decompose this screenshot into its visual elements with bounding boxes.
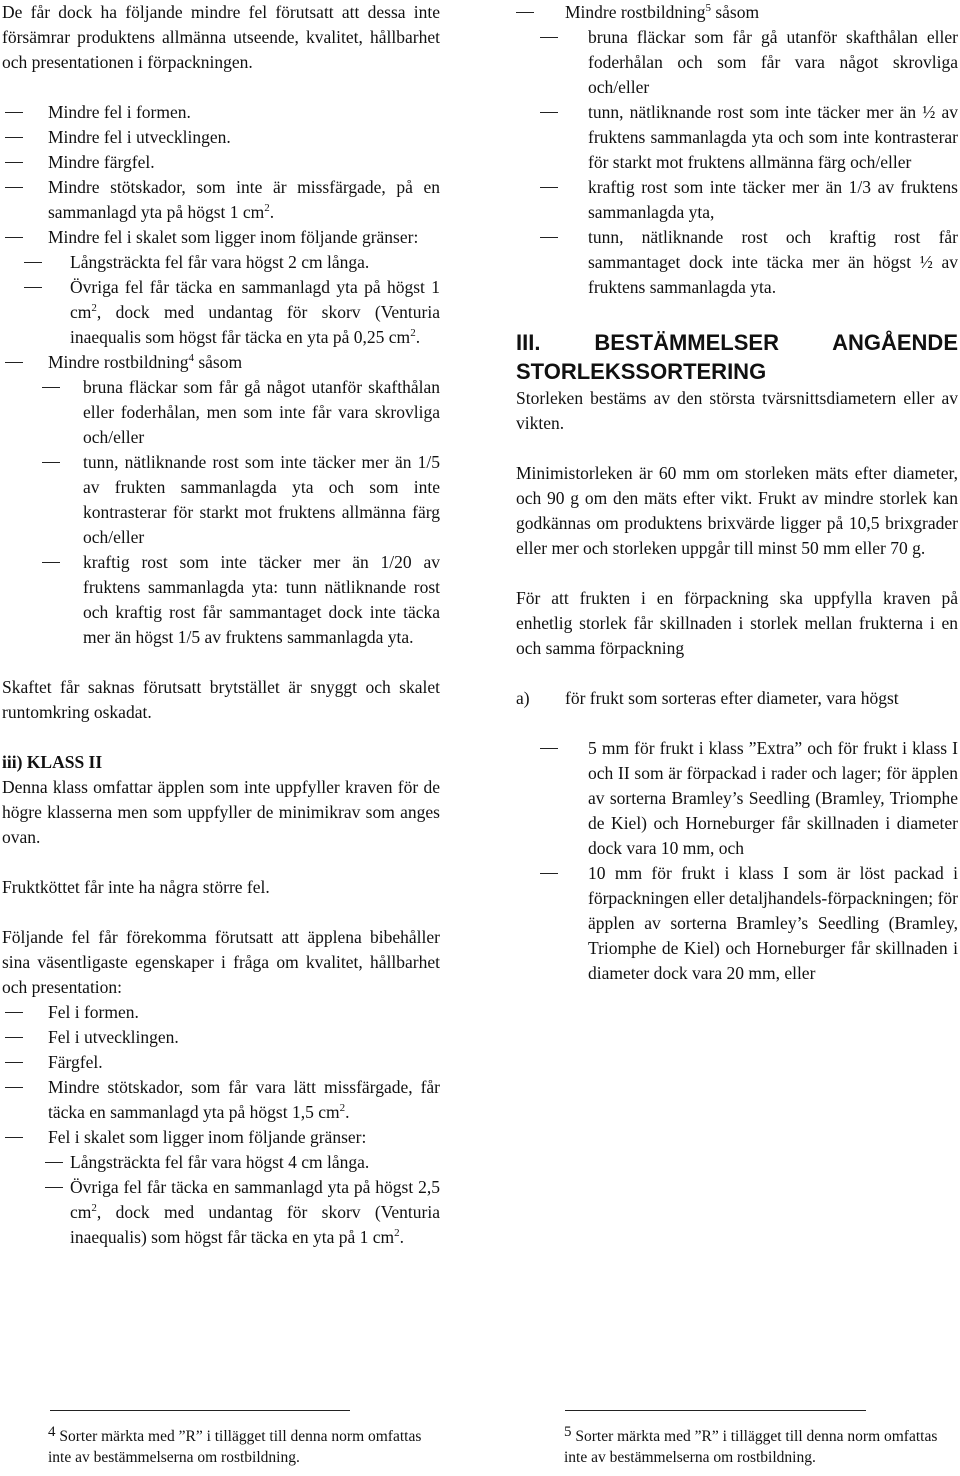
item-text: Mindre fel i formen. bbox=[48, 102, 191, 122]
superscript: 2 bbox=[339, 1102, 346, 1114]
footnote-reference: 5 bbox=[705, 2, 711, 14]
class-i-defect-list bbox=[2, 100, 440, 650]
defect-list-item bbox=[2, 150, 440, 175]
item-text: Mindre rostbildning bbox=[48, 352, 189, 372]
item-text: tunn, nätliknande rost som inte täcker mer än ½ av fruktens sammanlagda yta och som inte kontrasterar för starkt mot fruktens allmänna färg och/eller bbox=[588, 102, 958, 172]
superscript: 2 bbox=[394, 1227, 400, 1239]
item-text: Mindre fel i skalet som ligger inom följande gränser: bbox=[48, 227, 419, 247]
sublist-item bbox=[565, 175, 958, 225]
item-text: Mindre stötskador, som inte är missfärgade, på en sammanlagd yta på högst 1 cm bbox=[48, 177, 440, 222]
defect-list-item bbox=[2, 1000, 440, 1025]
item-text: 5 mm för frukt i klass ”Extra” och för frukt i klass I och II som är förpackad i rader och lager; för äpplen av sorterna Bramley’s Seedling (Bramley, Triomphe de Kiel) och Horneburger får skillnaden i diameter dock vara 10 mm, och bbox=[588, 738, 958, 858]
flesh-paragraph: Fruktköttet får inte ha några större fel. bbox=[2, 877, 270, 897]
defect-list-item bbox=[516, 0, 958, 300]
class-ii-intro-paragraph: Denna klass omfattar äpplen som inte uppfyller kraven för de högre klasserna men som uppfyller de minimikrav som anges ovan. bbox=[2, 777, 440, 847]
stem-paragraph: Skaftet får saknas förutsatt brytstället är snyggt och skalet runtomkring oskadat. bbox=[2, 677, 440, 722]
sublist-item bbox=[48, 1175, 440, 1250]
item-a bbox=[516, 686, 958, 711]
sublist-item bbox=[565, 100, 958, 175]
uniformity-paragraph: För att frukten i en förpackning ska uppfylla kraven på enhetlig storlek får skillnaden i storlek mellan frukterna i en och samma förpackning bbox=[516, 588, 958, 658]
defect-list-item bbox=[2, 350, 440, 650]
footnote-number: 5 bbox=[564, 1424, 572, 1440]
footnote-reference: 4 bbox=[188, 352, 194, 364]
item-text: Fel i utvecklingen. bbox=[48, 1027, 179, 1047]
defect-list-item bbox=[2, 125, 440, 150]
class-ii-defects-intro: Följande fel får förekomma förutsatt att äpplena bibehåller sina väsentligaste egenskaper i fråga om kvalitet, hållbarhet och presentation: bbox=[2, 927, 440, 997]
superscript: 2 bbox=[91, 302, 97, 314]
sublist-item bbox=[565, 25, 958, 100]
defect-list-item bbox=[2, 175, 440, 225]
defect-list-item bbox=[2, 1025, 440, 1050]
defect-list-item bbox=[2, 100, 440, 125]
item-text: 10 mm för frukt i klass I som är löst packad i förpackningen eller detaljhandels-förpackningen; för äpplen av sorterna Bramley’s Seedling (Bramley, Triomphe de Kiel) och Horneburger får skillnaden i diameter dock vara 20 mm, eller bbox=[588, 863, 958, 983]
russeting-sublist bbox=[48, 375, 440, 650]
item-text: Långsträckta fel får vara högst 4 cm långa. bbox=[70, 1152, 370, 1172]
item-text: Färgfel. bbox=[48, 1052, 103, 1072]
item-text: , dock med undantag för skorv (Venturia inaequalis) som högst får täcka en yta på 1 cm bbox=[70, 1202, 440, 1247]
item-text: bruna fläckar som får gå något utanför skafthålan eller foderhålan, men som inte får vara skrovliga och/eller bbox=[83, 377, 440, 447]
item-text: bruna fläckar som får gå utanför skafthålan eller foderhålan och som får vara något skrovliga och/eller bbox=[588, 27, 958, 97]
class-ii-russeting-list bbox=[516, 0, 958, 300]
superscript: 2 bbox=[410, 327, 416, 339]
superscript: 2 bbox=[264, 202, 270, 214]
item-a-text: för frukt som sorteras efter diameter, vara högst bbox=[565, 688, 899, 708]
item-text: Mindre färgfel. bbox=[48, 152, 155, 172]
defect-list-item bbox=[2, 1075, 440, 1125]
item-text: såsom bbox=[710, 2, 760, 22]
size-section-heading: III. BESTÄMMELSER ANGÅENDE STORLEKSSORTERING bbox=[516, 330, 958, 384]
defect-list-item bbox=[2, 1125, 440, 1250]
sublist-item bbox=[48, 250, 440, 275]
size-basis-paragraph: Storleken bestäms av den största tvärsnittsdiametern eller av vikten. bbox=[516, 388, 958, 433]
sublist-item bbox=[48, 450, 440, 550]
class-ii-heading: iii) KLASS II bbox=[2, 752, 103, 772]
item-text: , dock med undantag för skorv (Venturia inaequalis som högst får täcka en yta på 0,25 cm bbox=[70, 302, 440, 347]
item-text: kraftig rost som inte täcker mer än 1/20 av fruktens sammanlagda yta: tunn nätliknande rost och kraftig rost får sammantaget dock inte täcka mer än högst 1/5 av fruktens sammanlagda yta. bbox=[83, 552, 440, 647]
minimum-size-paragraph: Minimistorleken är 60 mm om storleken mäts efter diameter, och 90 g om den mäts efter vikt. Frukt av mindre storlek kan godkännas om produktens brixvärde ligger på 10,5 brixgrader eller mer och storleken uppgår till minst 50 mm eller 70 g. bbox=[516, 463, 958, 558]
item-text: Långsträckta fel får vara högst 2 cm långa. bbox=[70, 252, 370, 272]
item-text: . bbox=[399, 1227, 405, 1247]
skin-defect-sublist bbox=[48, 250, 440, 350]
item-text: tunn, nätliknande rost och kraftig rost får sammantaget dock inte täcka mer än högst ½ av fruktens sammanlagda yta. bbox=[588, 227, 958, 297]
sublist-item bbox=[48, 1150, 440, 1175]
defect-list-item bbox=[2, 1050, 440, 1075]
item-text: Fel i skalet som ligger inom följande gränser: bbox=[48, 1127, 367, 1147]
sublist-item bbox=[565, 225, 958, 300]
item-text: Mindre stötskador, som får vara lätt missfärgade, får täcka en sammanlagd yta på högst 1,5 cm bbox=[48, 1077, 440, 1122]
item-text: Fel i formen. bbox=[48, 1002, 139, 1022]
footnote-separator bbox=[50, 1410, 350, 1411]
tolerance-list-item bbox=[516, 861, 958, 986]
superscript: 2 bbox=[91, 1202, 97, 1214]
footnote-text: Sorter märkta med ”R” i tillägget till denna norm omfattas inte av bestämmelserna om rostbildning. bbox=[564, 1428, 938, 1466]
item-text: . bbox=[415, 327, 421, 347]
right-column bbox=[516, 0, 958, 986]
left-column bbox=[2, 0, 440, 1250]
item-text: tunn, nätliknande rost som inte täcker mer än 1/5 av frukten sammanlagda yta och som inte kontrasterar för starkt mot fruktens allmänna färg och/eller bbox=[83, 452, 440, 547]
footnote-4 bbox=[48, 1426, 440, 1468]
tolerance-list bbox=[516, 736, 958, 986]
item-text: Övriga fel får täcka en sammanlagd yta på högst 1 cm bbox=[70, 277, 440, 322]
class-ii-defect-list bbox=[2, 1000, 440, 1250]
item-text: Övriga fel får täcka en sammanlagd yta på högst 2,5 cm bbox=[70, 1177, 440, 1222]
item-text: Mindre rostbildning bbox=[565, 2, 706, 22]
item-text: kraftig rost som inte täcker mer än 1/3 av fruktens sammanlagda yta, bbox=[588, 177, 958, 222]
item-text: Mindre fel i utvecklingen. bbox=[48, 127, 231, 147]
item-text: . bbox=[269, 202, 275, 222]
footnote-5 bbox=[564, 1426, 958, 1468]
item-text: . bbox=[345, 1102, 350, 1122]
footnote-separator bbox=[565, 1410, 866, 1411]
tolerance-list-item bbox=[516, 736, 958, 861]
russeting-sublist bbox=[565, 25, 958, 300]
item-text: såsom bbox=[193, 352, 243, 372]
sublist-item bbox=[48, 375, 440, 450]
sublist-item bbox=[48, 275, 440, 350]
sublist-item bbox=[48, 550, 440, 650]
footnote-number: 4 bbox=[48, 1424, 56, 1440]
defect-list-item bbox=[2, 225, 440, 350]
skin-defect-sublist bbox=[48, 1150, 440, 1250]
item-a-marker: a) bbox=[516, 688, 530, 708]
class-i-intro-paragraph: De får dock ha följande mindre fel förutsatt att dessa inte försämrar produktens allmänna utseende, kvalitet, hållbarhet och presentationen i förpackningen. bbox=[2, 2, 440, 72]
footnote-text: Sorter märkta med ”R” i tillägget till denna norm omfattas inte av bestämmelserna om rostbildning. bbox=[48, 1428, 422, 1466]
